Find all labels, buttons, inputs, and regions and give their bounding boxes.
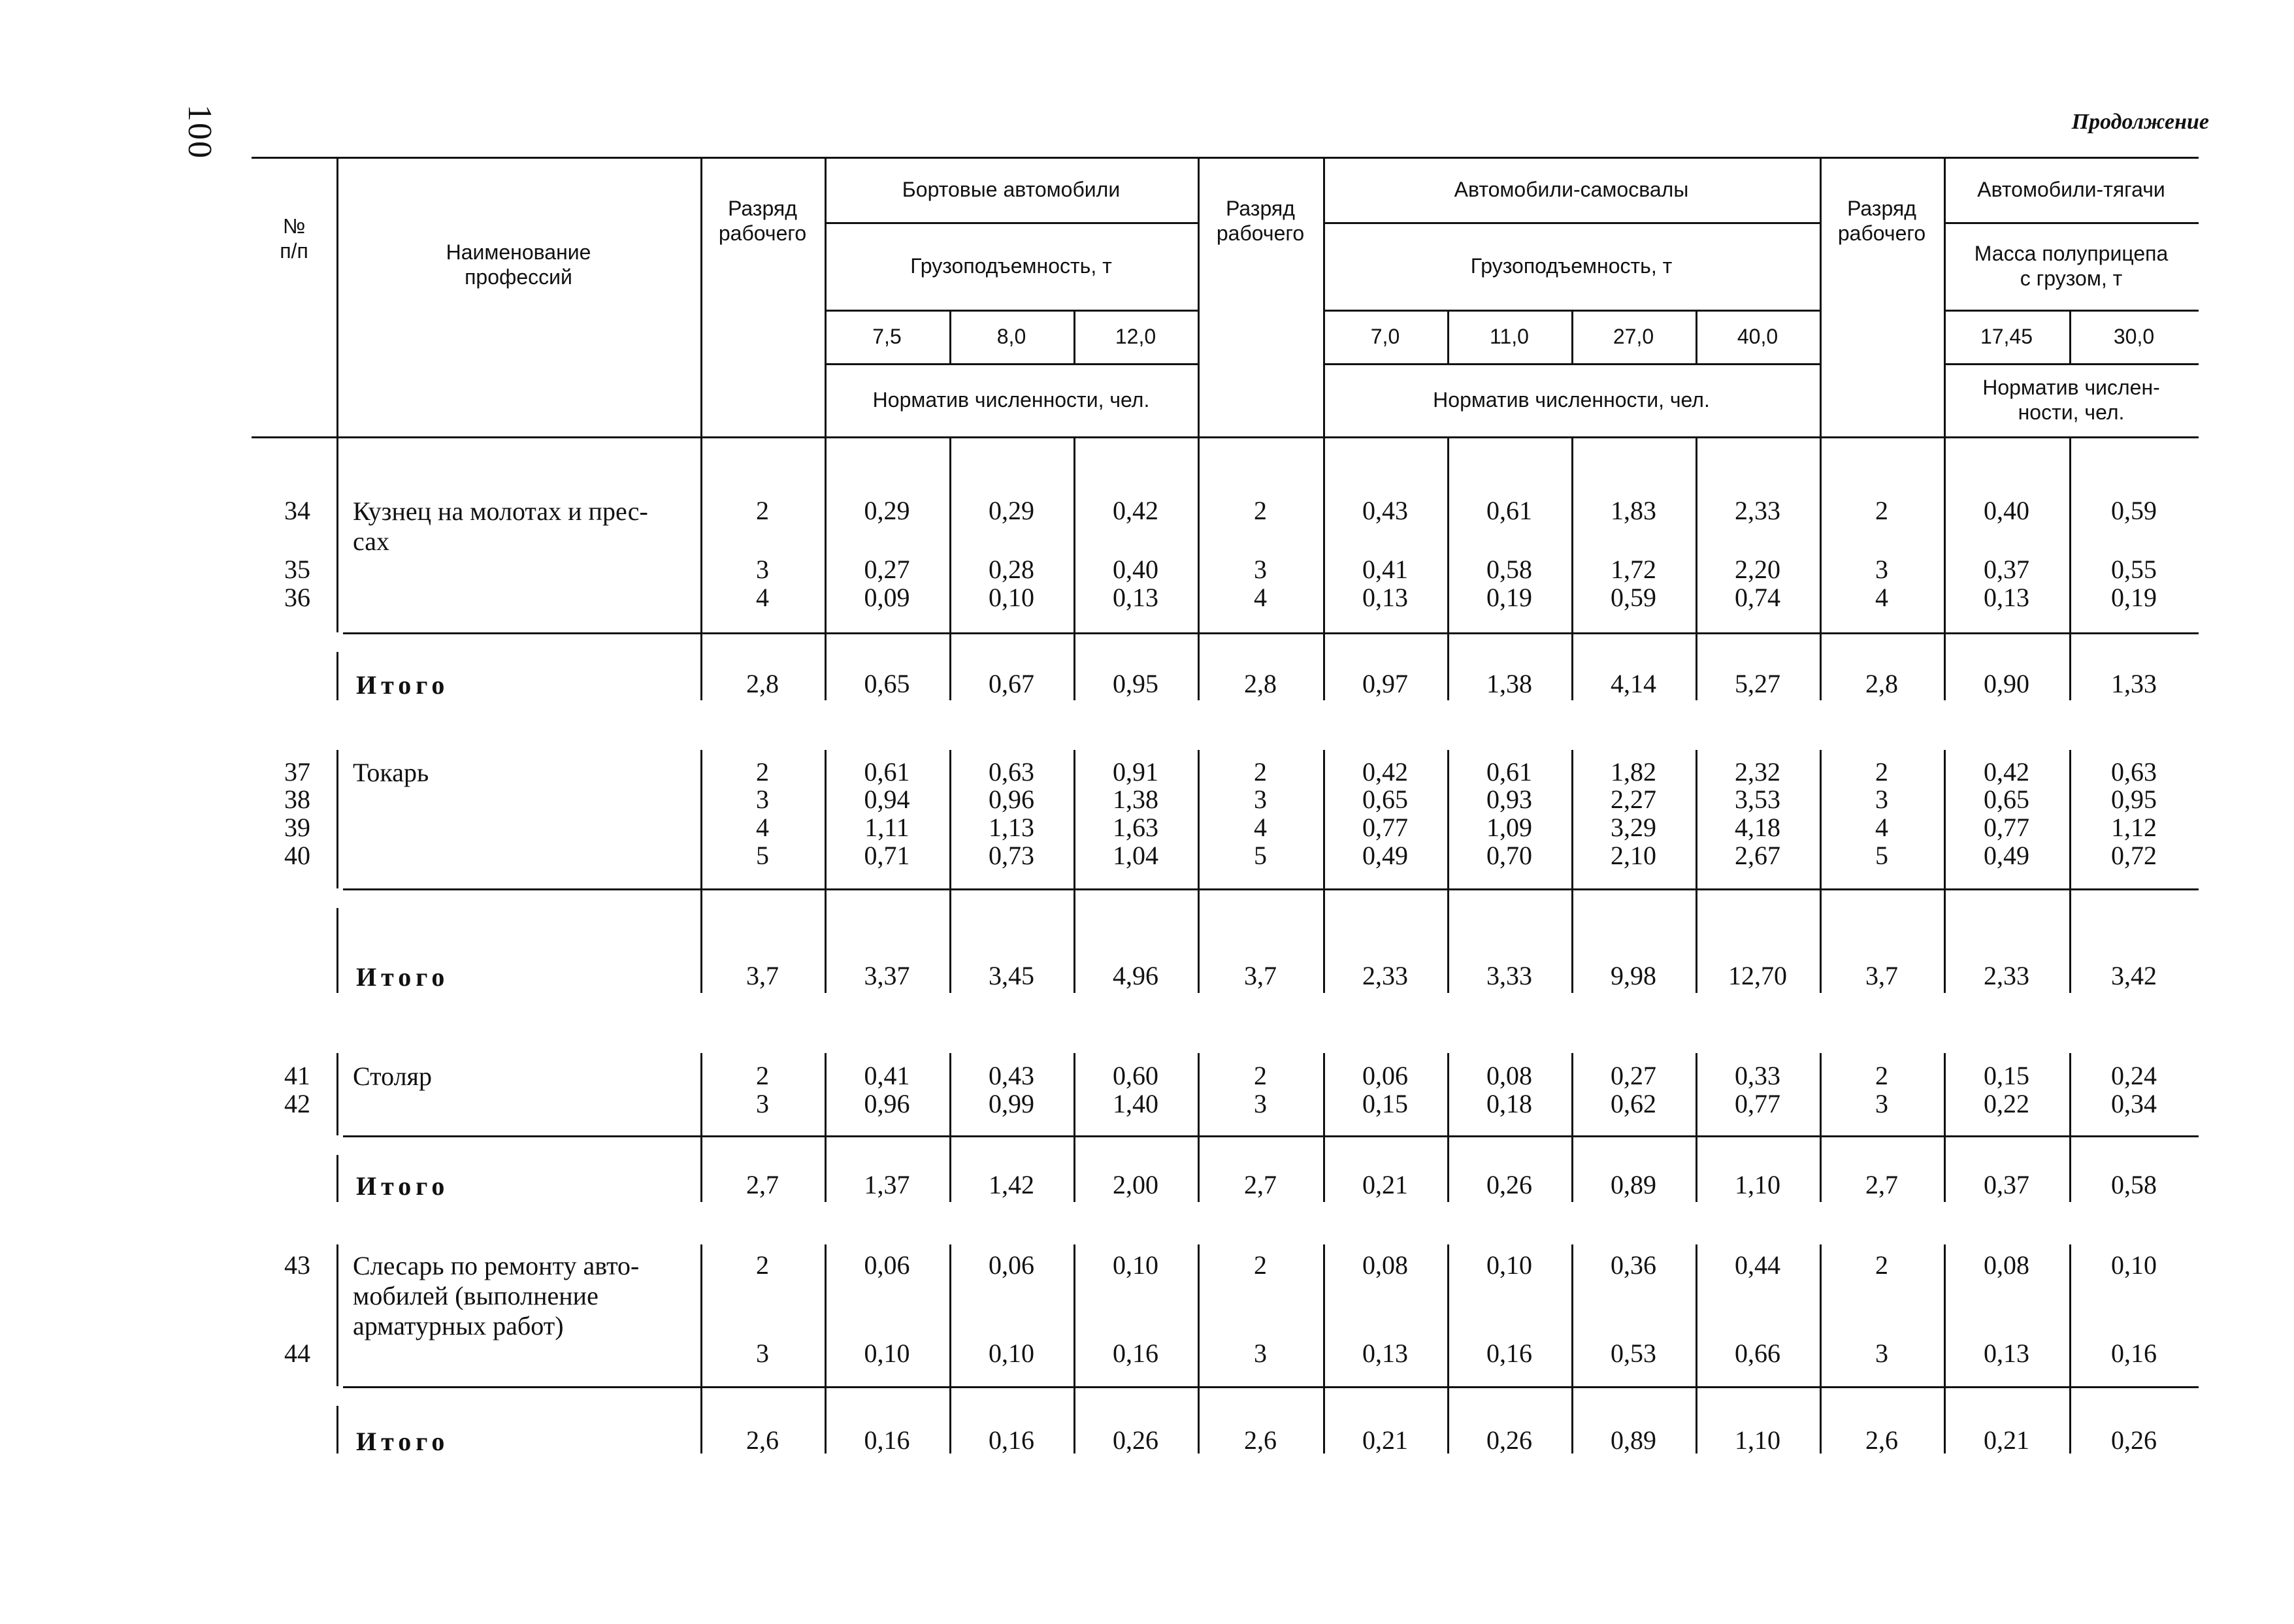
grade-dump: 4 bbox=[1254, 813, 1267, 842]
grade-tractor: 3 bbox=[1875, 1339, 1888, 1368]
value-tractor: 0,26 bbox=[2111, 1425, 2157, 1455]
total-label: Итого bbox=[356, 1427, 450, 1456]
value-tractor: 0,13 bbox=[1984, 1339, 2029, 1368]
value-dump: 0,21 bbox=[1362, 1425, 1408, 1455]
grade-tractor: 3 bbox=[1875, 1089, 1888, 1118]
header-group-flatbed: Бортовые автомобили bbox=[902, 178, 1121, 201]
value-flatbed: 0,16 bbox=[989, 1425, 1034, 1455]
value-tractor: 2,33 bbox=[1984, 961, 2029, 990]
header-group-dump: Автомобили-самосвалы bbox=[1454, 178, 1689, 201]
value-flatbed: 0,06 bbox=[864, 1250, 910, 1280]
grade-dump: 3 bbox=[1254, 785, 1267, 814]
rule bbox=[343, 632, 2199, 634]
header-norm-1: Норматив численности, чел. bbox=[872, 388, 1150, 412]
value-dump: 0,15 bbox=[1362, 1089, 1408, 1118]
value-dump: 9,98 bbox=[1611, 961, 1656, 990]
value-dump: 0,08 bbox=[1362, 1250, 1408, 1280]
value-dump: 0,58 bbox=[1486, 555, 1532, 584]
value-dump: 0,89 bbox=[1611, 1425, 1656, 1455]
header-num: № п/п bbox=[280, 214, 308, 263]
header-mass-value: 30,0 bbox=[2113, 325, 2155, 348]
value-dump: 0,42 bbox=[1362, 757, 1408, 787]
row-number: 41 bbox=[284, 1061, 310, 1090]
value-dump: 0,06 bbox=[1362, 1061, 1408, 1090]
rule bbox=[336, 750, 338, 888]
row-number: 40 bbox=[284, 841, 310, 870]
grade-flatbed: 4 bbox=[756, 813, 769, 842]
grade-flatbed: 4 bbox=[756, 583, 769, 612]
grade-dump: 2 bbox=[1254, 1061, 1267, 1090]
header-capacity-value: 12,0 bbox=[1115, 325, 1156, 348]
row-number: 37 bbox=[284, 757, 310, 787]
value-tractor: 0,15 bbox=[1984, 1061, 2029, 1090]
continuation-label: Продолжение bbox=[2071, 110, 2209, 134]
value-dump: 0,43 bbox=[1362, 496, 1408, 525]
value-flatbed: 0,41 bbox=[864, 1061, 910, 1090]
value-flatbed: 0,10 bbox=[989, 583, 1034, 612]
value-dump: 0,13 bbox=[1362, 1339, 1408, 1368]
value-flatbed: 1,38 bbox=[1113, 785, 1158, 814]
header-mass-3: Масса полуприцепа с грузом, т bbox=[1974, 242, 2169, 290]
value-tractor: 0,49 bbox=[1984, 841, 2029, 870]
grade-dump: 2,8 bbox=[1244, 669, 1277, 698]
value-tractor: 0,24 bbox=[2111, 1061, 2157, 1090]
header-grade-1: Разряд рабочего bbox=[718, 197, 807, 245]
value-dump: 0,49 bbox=[1362, 841, 1408, 870]
grade-dump: 2 bbox=[1254, 757, 1267, 787]
header-capacity-value: 40,0 bbox=[1737, 325, 1778, 348]
grade-flatbed: 2,7 bbox=[746, 1170, 779, 1199]
value-flatbed: 1,42 bbox=[989, 1170, 1034, 1199]
value-tractor: 0,58 bbox=[2111, 1170, 2157, 1199]
value-dump: 0,18 bbox=[1486, 1089, 1532, 1118]
value-flatbed: 0,96 bbox=[864, 1089, 910, 1118]
grade-tractor: 3 bbox=[1875, 785, 1888, 814]
grade-tractor: 2,7 bbox=[1865, 1170, 1898, 1199]
grade-flatbed: 3 bbox=[756, 555, 769, 584]
row-number: 44 bbox=[284, 1339, 310, 1368]
grade-tractor: 3 bbox=[1875, 555, 1888, 584]
grade-tractor: 2 bbox=[1875, 757, 1888, 787]
value-flatbed: 0,26 bbox=[1113, 1425, 1158, 1455]
value-dump: 0,61 bbox=[1486, 496, 1532, 525]
rule bbox=[336, 908, 338, 993]
rule bbox=[336, 1053, 338, 1135]
header-capacity-value: 11,0 bbox=[1490, 325, 1529, 348]
value-flatbed: 3,37 bbox=[864, 961, 910, 990]
value-dump: 0,77 bbox=[1735, 1089, 1780, 1118]
row-number: 43 bbox=[284, 1250, 310, 1280]
rule bbox=[336, 1406, 338, 1453]
value-tractor: 0,08 bbox=[1984, 1250, 2029, 1280]
value-dump: 0,41 bbox=[1362, 555, 1408, 584]
value-flatbed: 0,09 bbox=[864, 583, 910, 612]
value-dump: 2,33 bbox=[1735, 496, 1780, 525]
value-tractor: 0,40 bbox=[1984, 496, 2029, 525]
value-flatbed: 0,16 bbox=[864, 1425, 910, 1455]
value-dump: 0,36 bbox=[1611, 1250, 1656, 1280]
value-dump: 2,32 bbox=[1735, 757, 1780, 787]
value-dump: 0,19 bbox=[1486, 583, 1532, 612]
grade-flatbed: 2,8 bbox=[746, 669, 779, 698]
value-flatbed: 0,71 bbox=[864, 841, 910, 870]
grade-flatbed: 3 bbox=[756, 1339, 769, 1368]
value-tractor: 0,19 bbox=[2111, 583, 2157, 612]
value-dump: 2,27 bbox=[1611, 785, 1656, 814]
grade-flatbed: 2 bbox=[756, 496, 769, 525]
value-dump: 0,77 bbox=[1362, 813, 1408, 842]
row-number: 34 bbox=[284, 496, 310, 525]
value-dump: 1,10 bbox=[1735, 1170, 1780, 1199]
value-tractor: 0,21 bbox=[1984, 1425, 2029, 1455]
rule bbox=[336, 436, 338, 632]
value-dump: 0,33 bbox=[1735, 1061, 1780, 1090]
value-dump: 0,61 bbox=[1486, 757, 1532, 787]
value-flatbed: 0,95 bbox=[1113, 669, 1158, 698]
header-norm-3: Норматив числен- ности, чел. bbox=[1982, 376, 2160, 424]
value-tractor: 0,10 bbox=[2111, 1250, 2157, 1280]
value-dump: 0,16 bbox=[1486, 1339, 1532, 1368]
value-flatbed: 0,65 bbox=[864, 669, 910, 698]
value-dump: 0,93 bbox=[1486, 785, 1532, 814]
value-flatbed: 0,43 bbox=[989, 1061, 1034, 1090]
value-flatbed: 0,91 bbox=[1113, 757, 1158, 787]
value-flatbed: 0,96 bbox=[989, 785, 1034, 814]
row-number: 38 bbox=[284, 785, 310, 814]
value-dump: 1,38 bbox=[1486, 669, 1532, 698]
grade-flatbed: 2 bbox=[756, 1250, 769, 1280]
rule bbox=[336, 1244, 338, 1386]
grade-dump: 2 bbox=[1254, 496, 1267, 525]
value-dump: 0,44 bbox=[1735, 1250, 1780, 1280]
value-flatbed: 3,45 bbox=[989, 961, 1034, 990]
header-capacity-value: 27,0 bbox=[1613, 325, 1654, 348]
row-number: 42 bbox=[284, 1089, 310, 1118]
profession-name: Слесарь по ремонту авто- мобилей (выполнение арматурных работ) bbox=[353, 1251, 640, 1340]
value-tractor: 1,33 bbox=[2111, 669, 2157, 698]
rule bbox=[343, 888, 2199, 890]
value-dump: 0,08 bbox=[1486, 1061, 1532, 1090]
value-dump: 0,21 bbox=[1362, 1170, 1408, 1199]
value-flatbed: 0,27 bbox=[864, 555, 910, 584]
header-grade-2: Разряд рабочего bbox=[1216, 197, 1305, 245]
grade-flatbed: 3,7 bbox=[746, 961, 779, 990]
value-flatbed: 0,94 bbox=[864, 785, 910, 814]
total-label: Итого bbox=[356, 962, 450, 992]
value-tractor: 0,37 bbox=[1984, 1170, 2029, 1199]
header-group-tractor: Автомобили-тягачи bbox=[1977, 178, 2165, 201]
value-flatbed: 0,13 bbox=[1113, 583, 1158, 612]
row-number: 35 bbox=[284, 555, 310, 584]
profession-name: Столяр bbox=[353, 1062, 432, 1091]
grade-tractor: 5 bbox=[1875, 841, 1888, 870]
rule bbox=[252, 157, 2199, 159]
value-dump: 1,72 bbox=[1611, 555, 1656, 584]
value-dump: 3,29 bbox=[1611, 813, 1656, 842]
header-mass-value: 17,45 bbox=[1980, 325, 2033, 348]
value-flatbed: 0,28 bbox=[989, 555, 1034, 584]
value-flatbed: 0,06 bbox=[989, 1250, 1034, 1280]
value-tractor: 0,77 bbox=[1984, 813, 2029, 842]
value-dump: 1,83 bbox=[1611, 496, 1656, 525]
value-dump: 12,70 bbox=[1728, 961, 1787, 990]
header-profession: Наименование профессий bbox=[446, 240, 591, 289]
grade-flatbed: 2 bbox=[756, 757, 769, 787]
value-flatbed: 0,40 bbox=[1113, 555, 1158, 584]
value-tractor: 0,63 bbox=[2111, 757, 2157, 787]
grade-tractor: 2 bbox=[1875, 496, 1888, 525]
header-grade-3: Разряд рабочего bbox=[1837, 197, 1926, 245]
page-number: 100 bbox=[181, 105, 218, 159]
grade-tractor: 2,8 bbox=[1865, 669, 1898, 698]
row-number: 36 bbox=[284, 583, 310, 612]
value-tractor: 0,13 bbox=[1984, 583, 2029, 612]
header-capacity-value: 7,5 bbox=[872, 325, 902, 348]
value-flatbed: 0,73 bbox=[989, 841, 1034, 870]
value-flatbed: 0,16 bbox=[1113, 1339, 1158, 1368]
grade-dump: 3 bbox=[1254, 555, 1267, 584]
profession-name: Кузнец на молотах и прес- сах bbox=[353, 496, 648, 556]
rule bbox=[343, 1386, 2199, 1388]
header-capacity-value: 8,0 bbox=[996, 325, 1026, 348]
header-capacity-2: Грузоподъемность, т bbox=[1470, 254, 1673, 278]
grade-dump: 3 bbox=[1254, 1089, 1267, 1118]
value-flatbed: 0,60 bbox=[1113, 1061, 1158, 1090]
value-tractor: 3,42 bbox=[2111, 961, 2157, 990]
value-flatbed: 0,63 bbox=[989, 757, 1034, 787]
value-dump: 2,20 bbox=[1735, 555, 1780, 584]
grade-flatbed: 2 bbox=[756, 1061, 769, 1090]
value-dump: 2,67 bbox=[1735, 841, 1780, 870]
value-flatbed: 0,29 bbox=[989, 496, 1034, 525]
value-tractor: 1,12 bbox=[2111, 813, 2157, 842]
value-dump: 2,10 bbox=[1611, 841, 1656, 870]
header-norm-2: Норматив численности, чел. bbox=[1433, 388, 1710, 412]
value-flatbed: 1,04 bbox=[1113, 841, 1158, 870]
value-tractor: 0,34 bbox=[2111, 1089, 2157, 1118]
grade-tractor: 2,6 bbox=[1865, 1425, 1898, 1455]
value-dump: 3,33 bbox=[1486, 961, 1532, 990]
value-flatbed: 4,96 bbox=[1113, 961, 1158, 990]
value-flatbed: 1,63 bbox=[1113, 813, 1158, 842]
value-dump: 0,10 bbox=[1486, 1250, 1532, 1280]
value-tractor: 0,95 bbox=[2111, 785, 2157, 814]
value-dump: 0,13 bbox=[1362, 583, 1408, 612]
grade-flatbed: 3 bbox=[756, 785, 769, 814]
value-tractor: 0,16 bbox=[2111, 1339, 2157, 1368]
grade-tractor: 4 bbox=[1875, 813, 1888, 842]
value-dump: 1,09 bbox=[1486, 813, 1532, 842]
grade-dump: 3,7 bbox=[1244, 961, 1277, 990]
value-tractor: 0,59 bbox=[2111, 496, 2157, 525]
value-tractor: 0,65 bbox=[1984, 785, 2029, 814]
value-dump: 3,53 bbox=[1735, 785, 1780, 814]
header-capacity-1: Грузоподъемность, т bbox=[910, 254, 1112, 278]
value-tractor: 0,42 bbox=[1984, 757, 2029, 787]
value-flatbed: 0,10 bbox=[1113, 1250, 1158, 1280]
value-flatbed: 0,10 bbox=[864, 1339, 910, 1368]
value-tractor: 0,37 bbox=[1984, 555, 2029, 584]
value-dump: 0,70 bbox=[1486, 841, 1532, 870]
grade-tractor: 4 bbox=[1875, 583, 1888, 612]
value-dump: 2,33 bbox=[1362, 961, 1408, 990]
value-flatbed: 1,40 bbox=[1113, 1089, 1158, 1118]
value-flatbed: 0,99 bbox=[989, 1089, 1034, 1118]
grade-dump: 4 bbox=[1254, 583, 1267, 612]
value-dump: 0,53 bbox=[1611, 1339, 1656, 1368]
value-dump: 4,18 bbox=[1735, 813, 1780, 842]
value-tractor: 0,22 bbox=[1984, 1089, 2029, 1118]
value-dump: 5,27 bbox=[1735, 669, 1780, 698]
grade-tractor: 3,7 bbox=[1865, 961, 1898, 990]
value-dump: 1,10 bbox=[1735, 1425, 1780, 1455]
grade-tractor: 2 bbox=[1875, 1250, 1888, 1280]
header-capacity-value: 7,0 bbox=[1370, 325, 1400, 348]
rule bbox=[336, 652, 338, 700]
value-dump: 4,14 bbox=[1611, 669, 1656, 698]
grade-dump: 2 bbox=[1254, 1250, 1267, 1280]
value-dump: 0,26 bbox=[1486, 1425, 1532, 1455]
grade-flatbed: 2,6 bbox=[746, 1425, 779, 1455]
value-dump: 1,82 bbox=[1611, 757, 1656, 787]
value-dump: 0,97 bbox=[1362, 669, 1408, 698]
total-label: Итого bbox=[356, 670, 450, 700]
value-dump: 0,66 bbox=[1735, 1339, 1780, 1368]
grade-flatbed: 5 bbox=[756, 841, 769, 870]
value-dump: 0,65 bbox=[1362, 785, 1408, 814]
value-dump: 0,59 bbox=[1611, 583, 1656, 612]
grade-dump: 2,6 bbox=[1244, 1425, 1277, 1455]
value-flatbed: 0,10 bbox=[989, 1339, 1034, 1368]
rule bbox=[252, 436, 2199, 438]
grade-flatbed: 3 bbox=[756, 1089, 769, 1118]
total-label: Итого bbox=[356, 1171, 450, 1201]
value-flatbed: 0,42 bbox=[1113, 496, 1158, 525]
value-tractor: 0,90 bbox=[1984, 669, 2029, 698]
value-flatbed: 2,00 bbox=[1113, 1170, 1158, 1199]
row-number: 39 bbox=[284, 813, 310, 842]
value-dump: 0,27 bbox=[1611, 1061, 1656, 1090]
value-flatbed: 1,11 bbox=[864, 813, 909, 842]
value-flatbed: 0,61 bbox=[864, 757, 910, 787]
profession-name: Токарь bbox=[353, 758, 429, 787]
value-flatbed: 0,29 bbox=[864, 496, 910, 525]
rule bbox=[336, 1155, 338, 1202]
value-dump: 0,26 bbox=[1486, 1170, 1532, 1199]
value-flatbed: 1,13 bbox=[989, 813, 1034, 842]
grade-dump: 5 bbox=[1254, 841, 1267, 870]
value-dump: 0,89 bbox=[1611, 1170, 1656, 1199]
value-tractor: 0,55 bbox=[2111, 555, 2157, 584]
grade-dump: 2,7 bbox=[1244, 1170, 1277, 1199]
value-flatbed: 0,67 bbox=[989, 669, 1034, 698]
grade-tractor: 2 bbox=[1875, 1061, 1888, 1090]
value-dump: 0,74 bbox=[1735, 583, 1780, 612]
value-flatbed: 1,37 bbox=[864, 1170, 910, 1199]
rule bbox=[343, 1135, 2199, 1137]
value-dump: 0,62 bbox=[1611, 1089, 1656, 1118]
grade-dump: 3 bbox=[1254, 1339, 1267, 1368]
value-tractor: 0,72 bbox=[2111, 841, 2157, 870]
